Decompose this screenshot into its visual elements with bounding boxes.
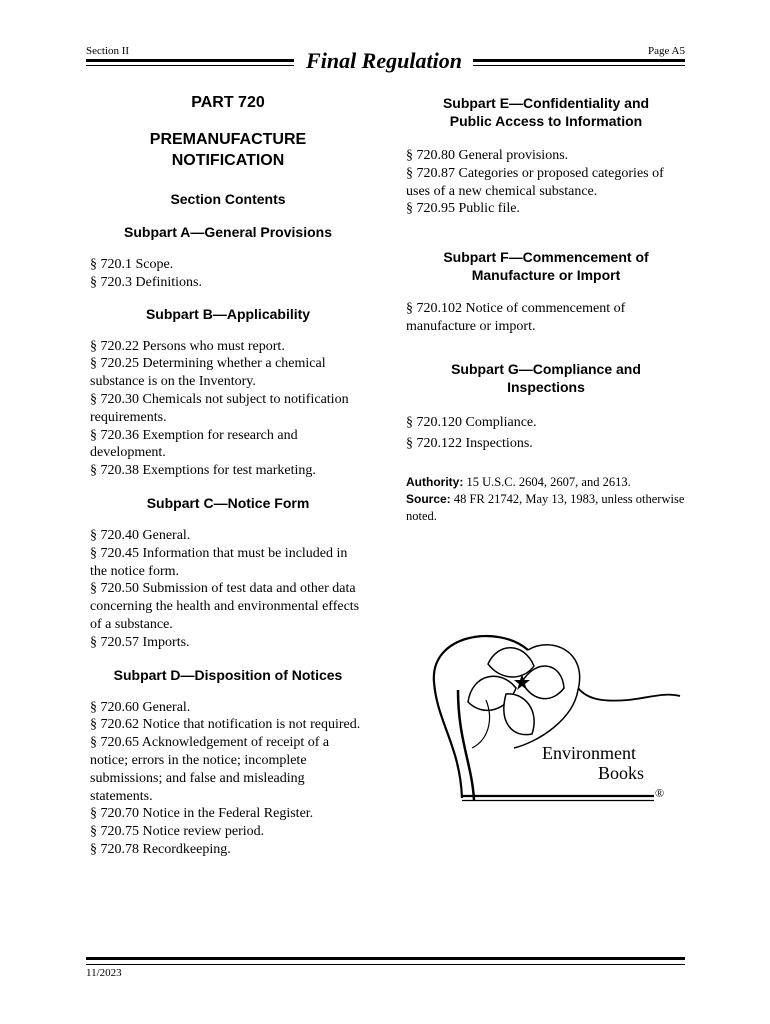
- footer-rule: [86, 957, 685, 965]
- toc-entry[interactable]: § 720.1 Scope.: [90, 257, 174, 272]
- toc-entry[interactable]: § 720.25 Determining whether a chemical substance is on the Inventory.: [90, 356, 326, 390]
- subpart-heading-line2: Public Access to Information: [449, 113, 643, 129]
- section-label: Section II: [86, 45, 130, 57]
- toc-entry[interactable]: § 720.80 General provisions.: [406, 148, 569, 163]
- subpart-heading-line1: Subpart E—Confidentiality and: [442, 95, 650, 111]
- toc-entry[interactable]: § 720.36 Exemption for research and development.: [90, 427, 298, 461]
- subpart-heading-line1: Subpart G—Compliance and: [451, 360, 641, 377]
- subpart-e: [406, 94, 686, 218]
- toc-entry[interactable]: § 720.22 Persons who must report.: [90, 338, 285, 354]
- subpart-heading: [406, 94, 686, 130]
- logo-petal-bottom: [504, 694, 534, 735]
- subpart-c: [90, 494, 366, 652]
- subpart-heading: Subpart D—Disposition of Notices: [113, 666, 343, 683]
- subpart-heading-line1: Subpart F—Commencement of: [443, 249, 649, 266]
- toc-entry[interactable]: § 720.38 Exemptions for test marketing.: [90, 463, 316, 479]
- subpart-heading-line2: Manufacture or Import: [471, 267, 621, 284]
- toc-entry[interactable]: § 720.50 Submission of test data and other data concerning the health and environmental effects of a substance.: [90, 581, 360, 632]
- subpart-heading: [406, 248, 686, 284]
- document-title: [90, 129, 366, 171]
- subpart-heading: Subpart A—General Provisions: [124, 224, 332, 240]
- environment-books-logo: [428, 630, 684, 808]
- authority-text: 15 U.S.C. 2604, 2607, and 2613.: [466, 474, 631, 489]
- authority-block: [406, 474, 686, 525]
- subpart-g: [406, 360, 686, 454]
- subpart-heading: Subpart C—Notice Form: [146, 494, 310, 511]
- toc-entry[interactable]: § 720.40 General.: [90, 527, 191, 543]
- toc-entry[interactable]: § 720.95 Public file.: [406, 201, 520, 217]
- logo-text-books: Books: [598, 763, 645, 783]
- header-rule-left: [86, 59, 294, 66]
- document-title-line1: PREMANUFACTURE: [149, 131, 307, 148]
- toc-entry[interactable]: § 720.45 Information that must be included in the notice form.: [90, 545, 348, 579]
- authority-label: Authority:: [406, 474, 464, 489]
- toc-entry[interactable]: § 720.57 Imports.: [90, 634, 190, 650]
- toc-entry[interactable]: § 720.62 Notice that notification is not required.: [90, 717, 361, 733]
- subpart-heading: [406, 360, 686, 396]
- subpart-d: [90, 666, 366, 859]
- page-title: Final Regulation: [306, 48, 462, 73]
- right-column: [406, 94, 686, 525]
- registered-mark: ®: [655, 786, 665, 800]
- section-contents-heading: Section Contents: [170, 191, 286, 207]
- source-label: Source:: [406, 491, 451, 506]
- left-column: [90, 94, 366, 859]
- toc-entry[interactable]: § 720.70 Notice in the Federal Register.: [90, 806, 314, 822]
- toc-entry[interactable]: § 720.3 Definitions.: [90, 274, 202, 290]
- toc-entry[interactable]: § 720.78 Recordkeeping.: [90, 841, 231, 857]
- page-number: Page A5: [648, 45, 685, 57]
- logo-petal-top: [488, 648, 534, 677]
- toc-entry[interactable]: § 720.30 Chemicals not subject to notification requirements.: [90, 391, 349, 425]
- subpart-a: [90, 223, 366, 292]
- toc-entry[interactable]: § 720.102 Notice of commencement of manufacture or import.: [406, 301, 626, 334]
- header-rule-right: [473, 59, 685, 66]
- toc-entry[interactable]: § 720.87 Categories or proposed categories of uses of a new chemical substance.: [406, 165, 664, 199]
- subpart-heading-line2: Inspections: [507, 378, 585, 395]
- toc-entry[interactable]: § 720.120 Compliance.: [406, 414, 537, 430]
- toc-entry[interactable]: § 720.122 Inspections.: [406, 435, 533, 451]
- document-title-line2: NOTIFICATION: [171, 152, 285, 169]
- subpart-f: [406, 248, 686, 336]
- footer-date: 11/2023: [86, 967, 122, 979]
- subpart-heading: Subpart B—Applicability: [145, 305, 311, 322]
- source-text: 48 FR 21742, May 13, 1983, unless otherwise noted.: [406, 491, 685, 523]
- logo-trail: [578, 688, 680, 701]
- subpart-b: [90, 305, 366, 480]
- toc-entry[interactable]: § 720.60 General.: [90, 699, 191, 715]
- logo-text-environment: Environment: [542, 743, 636, 763]
- part-number: PART 720: [191, 94, 265, 111]
- toc-entry[interactable]: § 720.75 Notice review period.: [90, 824, 265, 840]
- toc-entry[interactable]: § 720.65 Acknowledgement of receipt of a notice; errors in the notice; incomplete submissions; and false and misleading statements.: [90, 735, 330, 804]
